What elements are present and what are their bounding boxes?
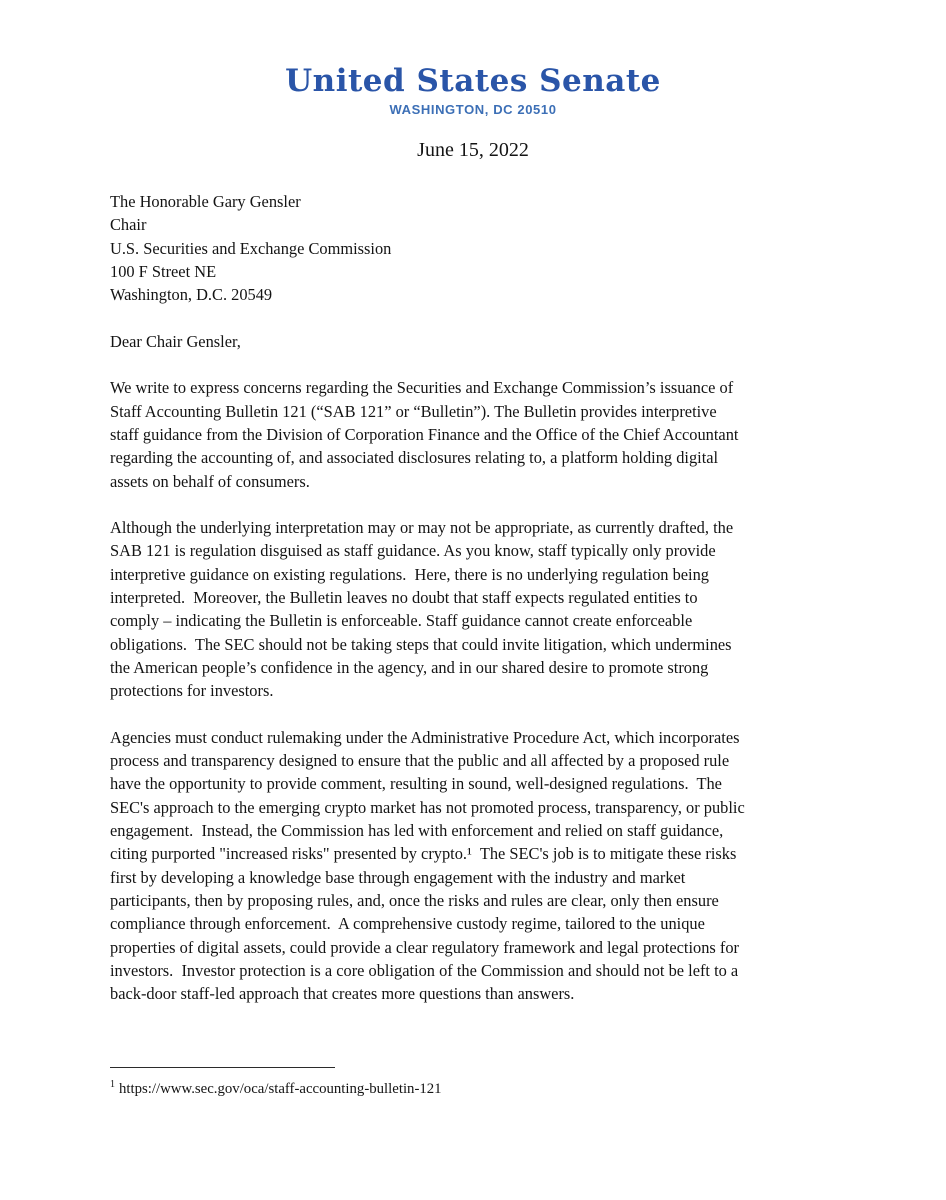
text-line: first by developing a knowledge base through engagement with the industry and market (110, 867, 686, 887)
text-line: the American people’s confidence in the agency, and in our shared desire to promote strong (110, 657, 709, 677)
text-line: interpretive guidance on existing regulations. Here, there is no underlying regulation being (110, 564, 709, 584)
text-line: 100 F Street NE (110, 261, 217, 281)
body-paragraph-2 (110, 516, 850, 702)
letter-content (110, 190, 850, 1099)
body-paragraph-3 (110, 726, 850, 1006)
text-line: SEC's approach to the emerging crypto market has not promoted process, transparency, or public (110, 797, 745, 817)
letter-date: June 15, 2022 (417, 139, 529, 161)
footnote (110, 1075, 850, 1099)
text-line: Staff Accounting Bulletin 121 (“SAB 121” or “Bulletin”). The Bulletin provides interpretive (110, 401, 717, 421)
text-line: SAB 121 is regulation disguised as staff guidance. As you know, staff typically only provide (110, 541, 716, 561)
letterhead-address: WASHINGTON, DC 20510 (389, 102, 557, 117)
text-line: back-door staff-led approach that creates more questions than answers. (110, 984, 575, 1004)
footnote-section (110, 1067, 850, 1099)
text-line: Washington, D.C. 20549 (110, 285, 273, 305)
text-line: properties of digital assets, could provide a clear regulatory framework and legal protections for (110, 937, 739, 957)
footnote-url: https://www.sec.gov/oca/staff-accounting-bulletin-121 (119, 1081, 442, 1098)
letterhead (0, 62, 946, 118)
recipient-address-block (110, 190, 850, 306)
text-line: process and transparency designed to ensure that the public and all affected by a proposed rule (110, 751, 730, 771)
text-line: We write to express concerns regarding the Securities and Exchange Commission’s issuance of (110, 378, 734, 398)
salutation: Dear Chair Gensler, (110, 331, 241, 351)
letterhead-title: United States Senate (285, 63, 661, 99)
text-line: Although the underlying interpretation may or may not be appropriate, as currently drafted, the (110, 518, 734, 538)
text-line: obligations. The SEC should not be taking steps that could invite litigation, which undermines (110, 634, 732, 654)
footnote-separator-rule (110, 1067, 335, 1068)
text-line: U.S. Securities and Exchange Commission (110, 238, 392, 258)
text-line: have the opportunity to provide comment, resulting in sound, well-designed regulations. The (110, 774, 722, 794)
text-line: protections for investors. (110, 681, 274, 701)
text-line: Chair (110, 215, 147, 235)
text-line: regarding the accounting of, and associated disclosures relating to, a platform holding digital (110, 448, 719, 468)
text-line: The Honorable Gary Gensler (110, 192, 301, 211)
text-line: compliance through enforcement. A comprehensive custody regime, tailored to the unique (110, 914, 705, 934)
text-line: interpreted. Moreover, the Bulletin leaves no doubt that staff expects regulated entities to (110, 588, 698, 608)
text-line: Agencies must conduct rulemaking under the Administrative Procedure Act, which incorporates (110, 727, 740, 747)
text-line: staff guidance from the Division of Corporation Finance and the Office of the Chief Accountant (110, 424, 739, 444)
footnote-marker: 1 (110, 1079, 115, 1091)
text-line: citing purported "increased risks" presented by crypto.¹ The SEC's job is to mitigate these risks (110, 844, 737, 864)
text-line: assets on behalf of consumers. (110, 471, 310, 491)
body-paragraph-1 (110, 376, 850, 492)
text-line: investors. Investor protection is a core obligation of the Commission and should not be left to a (110, 960, 739, 980)
text-line: engagement. Instead, the Commission has led with enforcement and relied on staff guidance, (110, 821, 724, 841)
text-line: participants, then by proposing rules, and, once the risks and rules are clear, only then ensure (110, 890, 719, 910)
text-line: comply – indicating the Bulletin is enforceable. Staff guidance cannot create enforceable (110, 611, 693, 631)
